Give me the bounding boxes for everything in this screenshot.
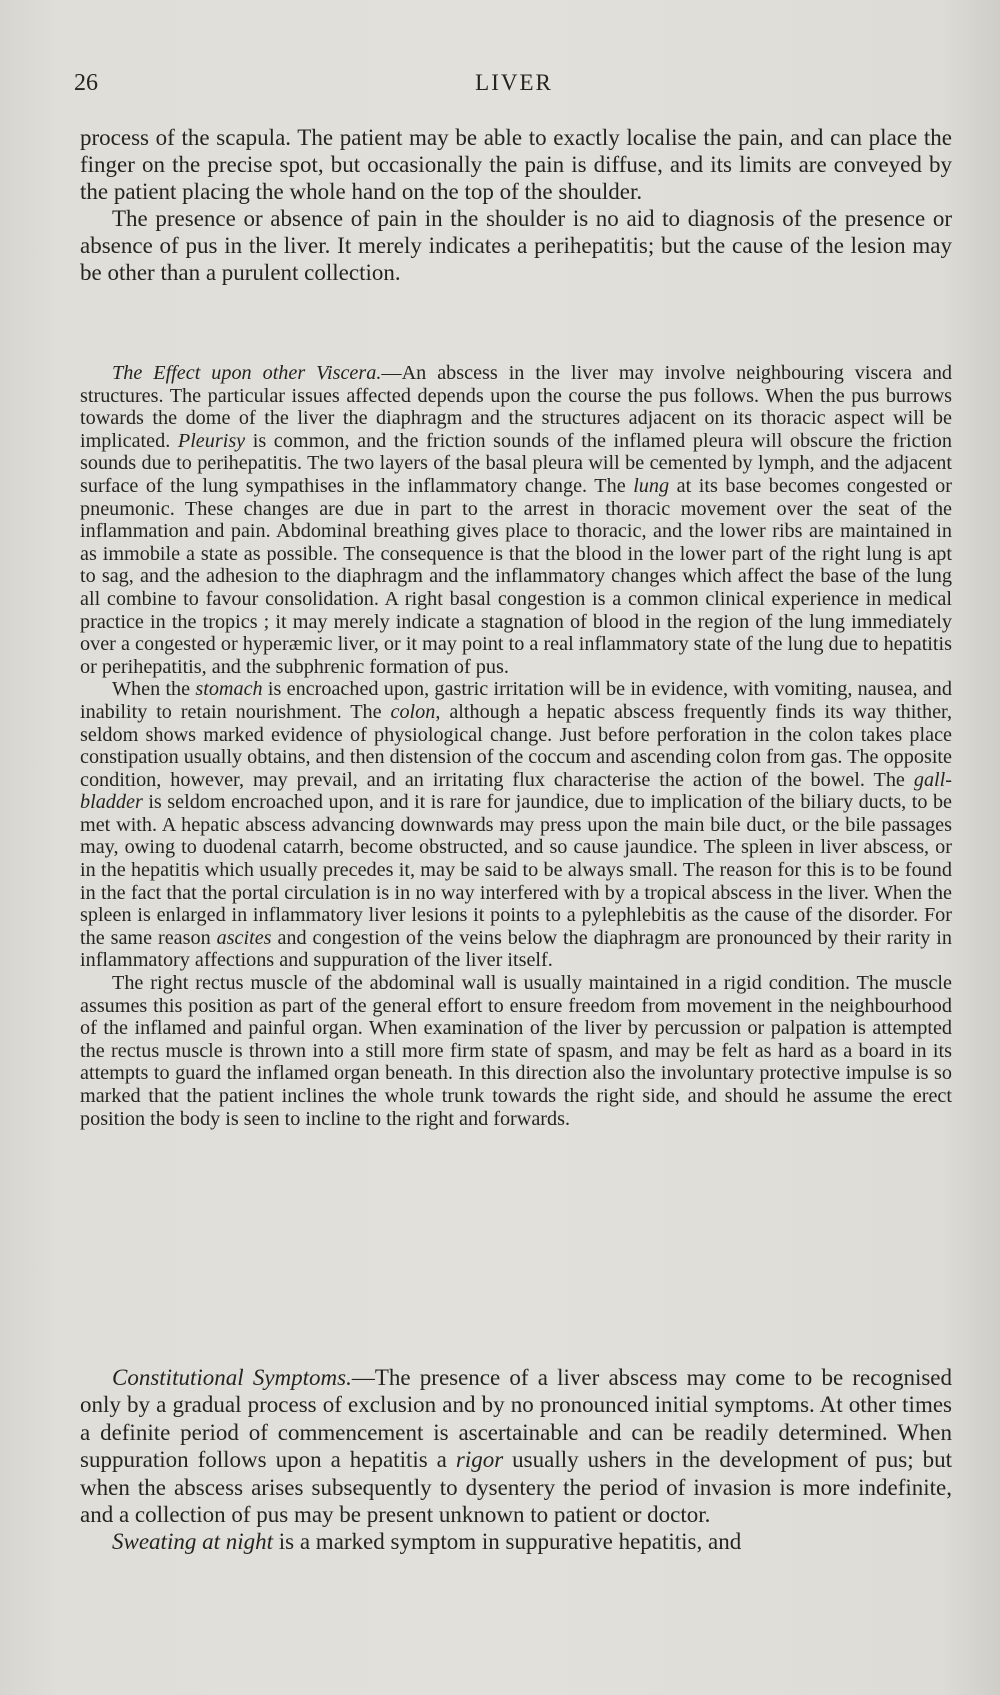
paragraph-constitutional-symptoms bbox=[80, 1364, 952, 1528]
text-run: is seldom encroached upon, and it is rare for jaundice, due to implication of the biliary ducts, to be met with. A hepatic abscess advancing downwards may press upon the main bile duct, or the bile passages may, owing to duodenal catarrh, become obstructed, and so cause jaundice. The spleen in liver abscess, or in the hepatitis which usually precedes it, may be said to be always small. The reason for this is to be found in the fact that the portal circulation is in no way interfered with by a tropical abscess in the liver. When the spleen is enlarged in inflammatory liver lesions it points to a pylephlebitis as the cause of the disorder. For the same reason bbox=[80, 791, 952, 949]
text-run: When the bbox=[112, 678, 196, 701]
section-heading-effect-upon-viscera: The Effect upon other Viscera. bbox=[112, 362, 382, 384]
text-run: , although a hepatic abscess frequently finds its way thither, seldom shows marked evidence of physiological change. Just before perforation in the colon takes place constipation usually obtains, and then distension of the coccum and ascending colon from gas. The opposite condition, however, may prevail, and an irritating flux characterise the action of the bowel. The bbox=[80, 700, 953, 791]
italic-term-lung: lung bbox=[633, 474, 670, 497]
text-block-constitutional-symptoms bbox=[80, 1364, 952, 1556]
italic-term-colon: colon bbox=[390, 700, 436, 723]
running-head bbox=[74, 70, 954, 104]
running-title: LIVER bbox=[475, 70, 553, 95]
paragraph-rectus-muscle: The right rectus muscle of the abdominal wall is usually maintained in a rigid condition. The muscle assumes this position as part of the general effort to ensure freedom from movement in the neighbourhood of the inflamed and painful organ. When examination of the liver by percussion or palpation is attempted the rectus muscle is thrown into a still more firm state of spasm, and may be felt as hard as a board in its attempts to guard the inflamed organ beneath. In this direction also the involuntary protective impulse is so marked that the patient inclines the whole trunk towards the right side, and should he assume the erect position the body is seen to incline to the right and forwards. bbox=[80, 972, 952, 1130]
text-block-other-viscera bbox=[80, 362, 952, 1130]
paragraph-sweating-at-night bbox=[80, 1528, 952, 1555]
italic-term-pleurisy: Pleurisy bbox=[177, 429, 246, 452]
text-run: —An abscess in the liver may involve neighbouring viscera and structures. The particular issues affected depends upon the course the pus follows. When the pus burrows towards the dome of the liver the diaphragm and the structures adjacent on its thoracic aspect will be implicated. bbox=[80, 362, 953, 452]
text-run: —The presence of a liver abscess may come to be recognised only by a gradual process of exclusion and by no pronounced initial symptoms. At other times a definite period of commencement is ascertainable and can be readily determined. When suppuration follows upon a hepatitis a bbox=[80, 1365, 953, 1473]
text-block-shoulder-pain bbox=[80, 124, 952, 286]
italic-term-gall-bladder: gall-bladder bbox=[80, 768, 952, 814]
paragraph-scapula: process of the scapula. The patient may be able to exactly localise the pain, and can place the finger on the precise spot, but occasionally the pain is diffuse, and its limits are conveyed by the patient placing the whole hand on the top of the shoulder. bbox=[80, 125, 952, 204]
paragraph-effect-upon-viscera bbox=[80, 362, 952, 678]
text-run: at its base becomes congested or pneumonic. These changes are due in part to the arrest in thoracic movement over the seat of the inflammation and pain. Abdominal breathing gives place to thoracic, and the lower ribs are maintained in as immobile a state as possible. The consequence is that the blood in the lower part of the right lung is apt to sag, and the adhesion to the diaphragm and the inflammatory changes which affect the base of the lung all combine to favour consolidation. A right basal congestion is a common clinical experience in medical practice in the tropics ; it may merely indicate a stagnation of blood in the region of the lung immediately over a congested or hyperæmic liver, or it may point to a real inflammatory state of the lung due to hepatitis or perihepatitis, and the subphrenic formation of pus. bbox=[80, 474, 952, 678]
text-run: usually ushers in the development of pus; but when the abscess arises subsequently to dysentery the period of invasion is more indefinite, and a collection of pus may be present unknown to patient or doctor. bbox=[80, 1447, 952, 1528]
section-heading-constitutional-symptoms: Constitutional Symptoms. bbox=[112, 1365, 352, 1390]
italic-term-sweating-at-night: Sweating at night bbox=[112, 1529, 273, 1555]
paragraph-stomach-colon bbox=[80, 678, 952, 972]
page-number: 26 bbox=[74, 70, 98, 96]
italic-term-stomach: stomach bbox=[195, 678, 263, 701]
text-run: is common, and the friction sounds of the inflamed pleura will obscure the friction sounds due to perihepatitis. The two layers of the basal pleura will be cemented by lymph, and the adjacent surface of the lung sympathises in the inflammatory change. The bbox=[80, 429, 952, 497]
italic-term-ascites: ascites bbox=[216, 926, 272, 949]
italic-term-rigor: rigor bbox=[455, 1447, 504, 1473]
text-run: and congestion of the veins below the diaphragm are pronounced by their rarity in inflammatory affections and suppuration of the liver itself. bbox=[80, 926, 952, 972]
paragraph-perihepatitis: The presence or absence of pain in the shoulder is no aid to diagnosis of the presence or absence of pus in the liver. It merely indicates a perihepatitis; but the cause of the lesion may be other than a purulent collection. bbox=[80, 206, 952, 285]
text-run: is a marked symptom in suppurative hepatitis, and bbox=[273, 1529, 742, 1555]
text-run: is encroached upon, gastric irritation will be in evidence, with vomiting, nausea, and inability to retain nourishment. The bbox=[80, 678, 952, 723]
